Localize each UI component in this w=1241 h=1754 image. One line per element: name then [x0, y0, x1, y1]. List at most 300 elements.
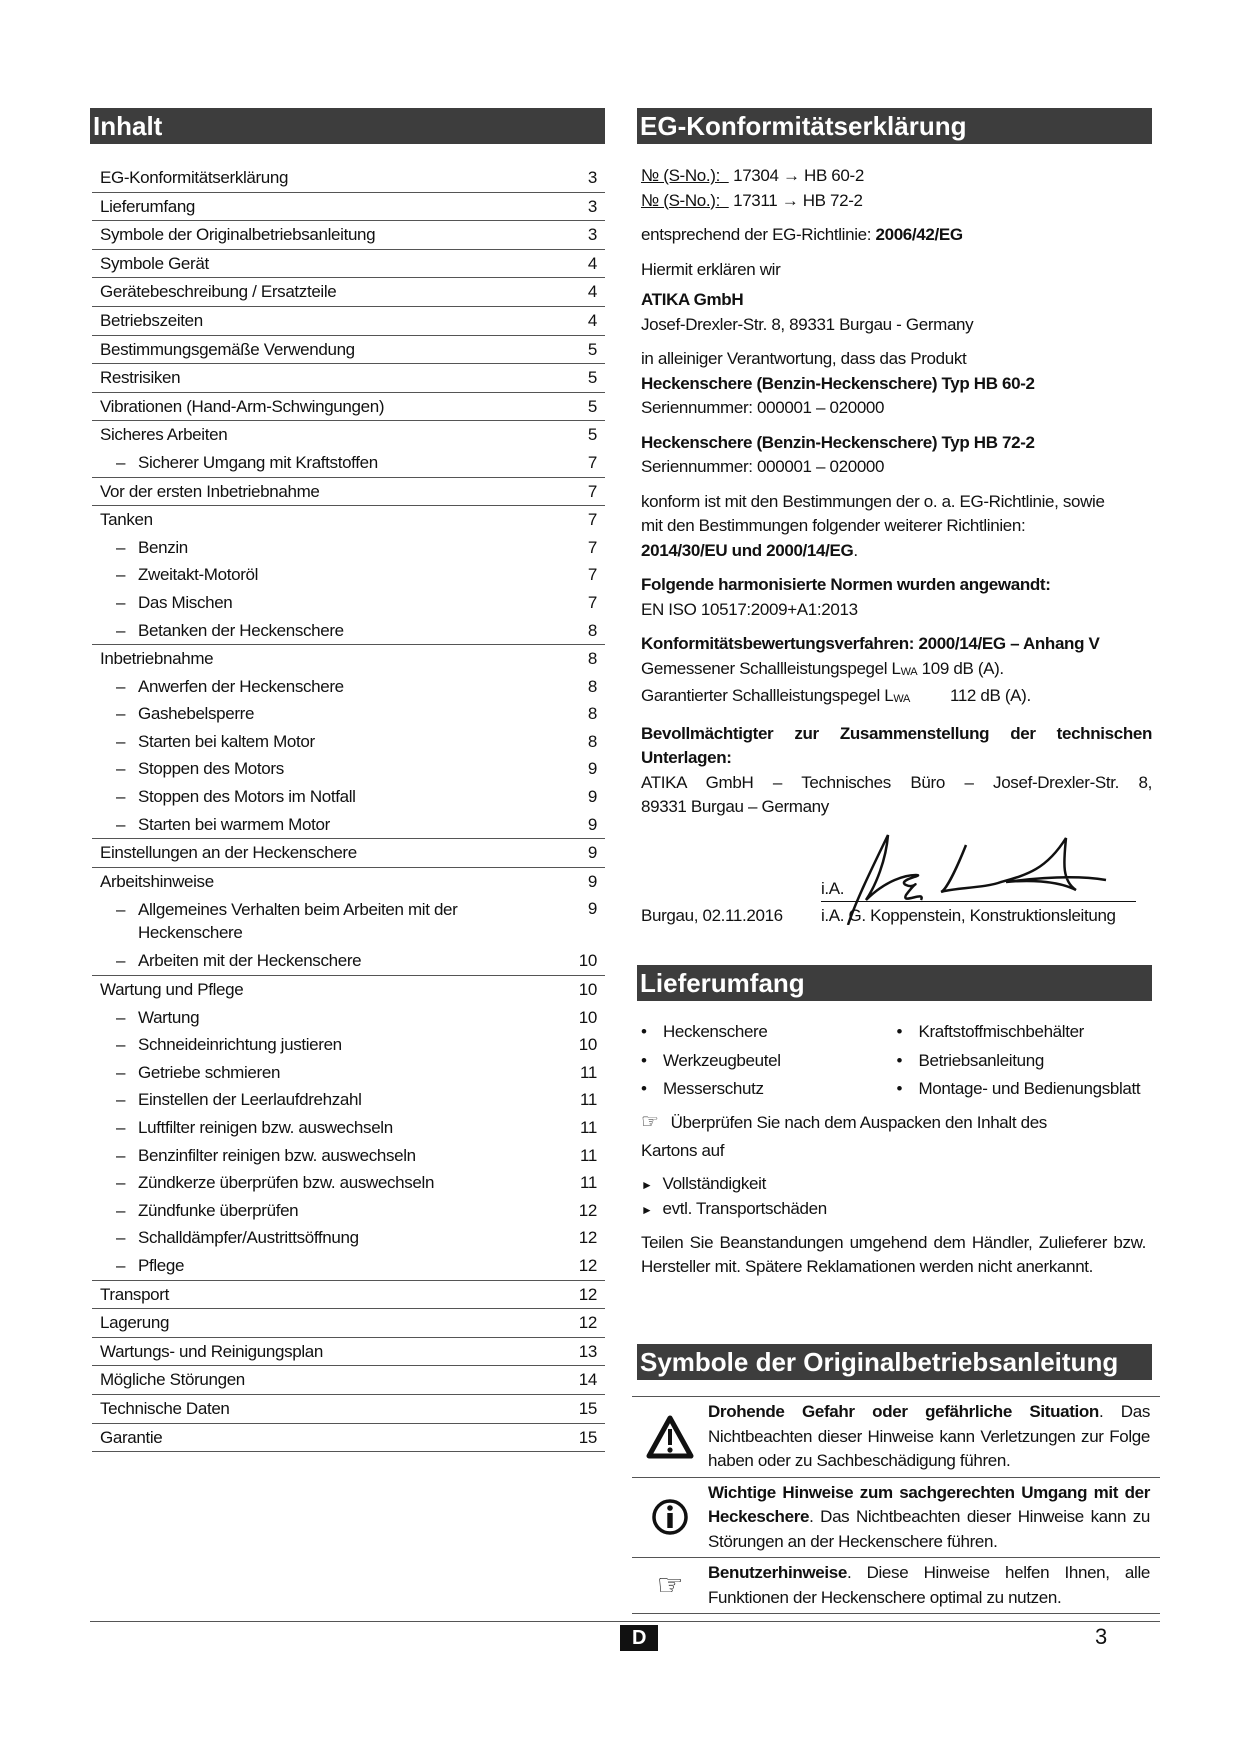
company: ATIKA GmbH [641, 290, 744, 309]
check-item: evtl. Transportschäden [662, 1199, 827, 1218]
toc-entry-title [92, 811, 557, 839]
dash-bullet: – [116, 1145, 126, 1165]
toc-entry-label: Starten bei kaltem Motor [138, 731, 315, 751]
wa: WA [900, 665, 918, 678]
toc-page-number: 8 [587, 676, 597, 696]
toc-entry-title [92, 645, 557, 673]
toc-entry-label: Zündfunke überprüfen [138, 1200, 299, 1220]
toc-entry-title [92, 421, 557, 449]
toc-entry-title [92, 449, 557, 477]
toc-group [92, 645, 605, 839]
symbol-text: . Diese Hinweise helfen Ihnen, alle Funktionen der Heckenschere optimal zu nutzen. [708, 1563, 1150, 1607]
toc-entry-label: Tanken [100, 510, 153, 530]
toc-group [92, 307, 605, 336]
toc-entry[interactable] [92, 1142, 605, 1170]
toc-entry-title [92, 868, 557, 896]
dash-bullet: – [116, 951, 126, 971]
toc-group [92, 393, 605, 422]
complaint-text: Teilen Sie Beanstandungen umgehend dem Händler, Zulieferer bzw. Hersteller mit. Spätere Reklamationen werden nicht anerkannt. [641, 1232, 1146, 1276]
toc-page-number: 7 [587, 510, 597, 530]
toc-entry[interactable] [92, 700, 605, 728]
toc-page-number: 7 [587, 481, 597, 501]
toc-entry-label: Wartung und Pflege [100, 980, 244, 1000]
dash-bullet: – [116, 814, 126, 834]
toc-entry[interactable] [92, 561, 605, 589]
scope-item: Messerschutz [663, 1079, 764, 1098]
dash-bullet: – [116, 592, 126, 612]
pointing-hand-icon: ☞ [656, 1569, 684, 1602]
dash-bullet: – [116, 620, 126, 640]
dash-bullet: – [116, 787, 126, 807]
toc-entry-title [92, 1424, 557, 1452]
product-2: Heckenschere (Benzin-Heckenschere) Typ HB 72-2 [641, 432, 1035, 452]
toc-page-number: 11 [580, 1118, 597, 1137]
toc-page-number: 7 [587, 565, 597, 585]
toc-entry-label: Pflege [138, 1255, 185, 1275]
toc-page-number: 13 [578, 1341, 597, 1361]
toc-entry-title [92, 307, 557, 335]
toc-entry[interactable] [92, 755, 605, 783]
toc-group [92, 1366, 605, 1395]
directive-text: entsprechend der EG-Richtlinie: [641, 225, 872, 244]
footer-rule [90, 1621, 1160, 1622]
place-date: Burgau, 02.11.2016 [641, 906, 783, 925]
toc-entry-label: Sicheres Arbeiten [100, 425, 228, 445]
toc-page-number: 12 [578, 1255, 597, 1275]
toc-entry-title [92, 250, 557, 278]
toc-entry[interactable] [92, 393, 605, 421]
toc-entry-label: Garantie [100, 1427, 163, 1447]
toc-page-number: 14 [578, 1370, 597, 1390]
toc-entry-title [92, 1197, 557, 1225]
toc-entry[interactable] [92, 868, 605, 896]
toc-entry-title [92, 1169, 557, 1197]
dash-bullet: – [116, 1200, 126, 1220]
toc-entry[interactable] [92, 1252, 605, 1280]
toc-group [92, 221, 605, 250]
toc-entry[interactable] [92, 1424, 605, 1452]
toc-page-number: 12 [578, 1284, 597, 1304]
toc-entry[interactable] [92, 589, 605, 617]
serial-line-2 [641, 189, 1152, 214]
toc-group [92, 1424, 605, 1453]
value: 112 dB (A). [949, 686, 1031, 705]
toc-entry-label: Starten bei warmem Motor [138, 814, 330, 834]
toc-entry[interactable] [92, 534, 605, 562]
scope-row: • Heckenschere • Kraftstoffmischbehälter [641, 1018, 1152, 1047]
toc-page-number: 9 [587, 814, 597, 834]
signature-block [641, 830, 1161, 930]
toc-entry[interactable] [92, 278, 605, 306]
arrow-bullet-icon: ► [641, 1203, 653, 1217]
toc-entry[interactable] [92, 839, 605, 867]
toc-entry-label: Bestimmungsgemäße Verwendung [100, 339, 355, 359]
toc-group [92, 1309, 605, 1338]
serial-line-1 [641, 164, 1152, 189]
toc-page-number: 9 [587, 871, 597, 891]
toc-entry[interactable] [92, 421, 605, 449]
toc-group [92, 164, 605, 193]
toc-entry[interactable] [92, 1004, 605, 1032]
toc-entry-label: Mögliche Störungen [100, 1370, 245, 1390]
toc-entry-title [92, 700, 557, 728]
symbol-row [632, 1397, 1160, 1478]
dash-bullet: – [116, 676, 126, 696]
conform-text: mit den Bestimmungen folgender weiterer Richtlinien: [641, 516, 1026, 535]
toc-entry-label: EG-Konformitätserklärung [100, 168, 289, 187]
toc-entry-title [92, 336, 557, 364]
toc-page-number: 15 [578, 1427, 597, 1447]
sno-value: 17311 → HB 72-2 [733, 190, 863, 210]
toc-group [92, 336, 605, 365]
value: 109 dB (A). [921, 658, 1004, 678]
serial-range-1: Seriennummer: 000001 – 020000 [641, 398, 885, 417]
table-of-contents [92, 164, 605, 1452]
toc-entry[interactable] [92, 617, 605, 645]
toc-page-number: 12 [578, 1200, 597, 1220]
toc-entry-label: Restrisiken [100, 368, 181, 388]
toc-entry-title [92, 783, 557, 811]
toc-entry-label: Schneideinrichtung justieren [138, 1035, 342, 1055]
toc-page-number: 5 [587, 425, 597, 445]
toc-entry[interactable] [92, 336, 605, 364]
toc-entry[interactable] [92, 1059, 605, 1087]
declare-text: Hiermit erklären wir [641, 259, 781, 279]
toc-entry-label: Luftfilter reinigen bzw. auswechseln [138, 1118, 393, 1137]
toc-entry[interactable] [92, 164, 605, 192]
toc-entry[interactable] [92, 307, 605, 335]
toc-entry[interactable] [92, 976, 605, 1004]
scope-section [641, 1018, 1152, 1280]
sno-label: № (S-No.): [641, 190, 720, 210]
dash-bullet: – [116, 452, 126, 472]
toc-entry[interactable] [92, 449, 605, 477]
scope-row: • Werkzeugbeutel • Betriebsanleitung [641, 1047, 1152, 1076]
toc-page-number: 12 [578, 1313, 597, 1333]
toc-entry-title [92, 164, 557, 192]
directive-line [641, 223, 1152, 248]
toc-entry[interactable] [92, 895, 605, 947]
toc-entry[interactable] [92, 1114, 605, 1142]
toc-page-number: 11 [580, 1090, 597, 1110]
symbols-header: Symbole der Originalbetriebsanleitung [637, 1344, 1152, 1380]
toc-entry-label: Benzin [138, 537, 188, 557]
toc-page-number: 5 [587, 396, 597, 416]
toc-entry[interactable] [92, 645, 605, 673]
toc-entry-label: Gashebelsperre [138, 704, 255, 724]
toc-entry-title [92, 534, 557, 562]
toc-entry-label: Benzinfilter reinigen bzw. auswechseln [138, 1145, 416, 1165]
toc-entry-title [92, 393, 557, 421]
toc-page-number: 10 [578, 1007, 597, 1027]
toc-entry-title [92, 947, 557, 975]
toc-entry[interactable] [92, 1338, 605, 1366]
toc-header: Inhalt [90, 108, 605, 144]
toc-entry-title [92, 755, 557, 783]
toc-entry[interactable] [92, 1224, 605, 1252]
toc-page-number: 15 [578, 1398, 597, 1418]
toc-entry-title [92, 1031, 557, 1059]
toc-entry[interactable] [92, 1395, 605, 1423]
ce-header: EG-Konformitätserklärung [637, 108, 1152, 144]
dash-bullet: – [116, 537, 126, 557]
toc-entry-title [92, 1059, 557, 1087]
toc-entry-label: Wartung [138, 1007, 200, 1027]
label: Gemessener Schallleistungspegel L [641, 658, 901, 678]
toc-page-number: 3 [587, 168, 597, 187]
auth-title: Unterlagen: [641, 748, 732, 767]
toc-page-number: 11 [580, 1173, 597, 1193]
toc-entry-title [92, 895, 557, 947]
address: Josef-Drexler-Str. 8, 89331 Burgau - Germany [641, 314, 974, 334]
label: Garantierter Schallleistungspegel L [641, 686, 894, 705]
toc-page-number: 4 [587, 282, 597, 302]
toc-entry-label: Arbeiten mit der Heckenschere [138, 951, 362, 971]
toc-page-number: 8 [587, 704, 597, 724]
page-number: 3 [1095, 1624, 1107, 1649]
ce-declaration: № (S-No.): 17304 → HB 60-2 № (S-No.): 17311 → HB 72-2 entsprechend der EG-Richtlinie: 2006/42/EG Hiermit erklären wir ATIKA GmbH Josef-Drexler-Str. 8, 89331 Burgau - Germany in alleiniger Verantwortung, dass das Produkt Heckenschere (Benzin-Heckenschere) Typ HB 60-2 Seriennummer: 000001 – 020000 Heckenschere (Benzin-Heckenschere) Typ HB 72-2 Seriennummer: 000001 – 020000 konform ist mit den Bestimmungen der o. a. EG-Richtlinie, sowie mit den Bestimmungen folgender weiterer Richtlinien: 2014/30/EU und 2000/14/EG. Folgende harmonisierte Normen wurden angewandt: EN ISO 10517:2009+A1:2013 Konformitätsbewertungsverfahren: 2000/14/EG – Anhang V Gemessener Schallleistungspegel $L_{WA}$ 109 dB (A). Garantierter Schallleistungspegel $L_{WA}$ 112 dB (A). Bevollmächtigter zur Zusammenstellung der technischen Unterlagen: ATIKA GmbH – Technisches Büro – Josef-Drexler-Str. 8, 89331 Burgau – Germany [641, 164, 1152, 820]
toc-entry-label: Schalldämpfer/Austrittsöffnung [138, 1228, 359, 1248]
signer: i.A. G. Koppenstein, Konstruktionsleitung [821, 906, 1116, 925]
toc-page-number: 10 [578, 951, 597, 971]
toc-entry[interactable] [92, 1086, 605, 1114]
scope-row: • Messerschutz • Montage- und Bedienungsblatt [641, 1075, 1152, 1104]
symbol-row [632, 1478, 1160, 1559]
toc-entry-label: Wartungs- und Reinigungsplan [100, 1341, 323, 1361]
toc-entry[interactable] [92, 250, 605, 278]
dash-bullet: – [116, 565, 126, 585]
toc-entry-title [92, 1224, 557, 1252]
toc-entry-title [92, 1252, 557, 1280]
toc-page-number: 4 [587, 253, 597, 273]
toc-entry-title [92, 278, 557, 306]
auth-address: ATIKA GmbH – Technisches Büro – Josef-Drexler-Str. 8, [641, 772, 1152, 792]
toc-entry-label: Getriebe schmieren [138, 1062, 281, 1082]
toc-entry-title [92, 1114, 557, 1142]
toc-entry-label: Zweitakt-Motoröl [138, 565, 259, 585]
norms-title: Folgende harmonisierte Normen wurden angewandt: [641, 575, 1051, 594]
toc-entry-label: Einstellen der Leerlaufdrehzahl [138, 1090, 362, 1110]
dash-bullet: – [116, 1062, 126, 1082]
scope-item: Werkzeugbeutel [663, 1050, 781, 1070]
dash-bullet: – [116, 1035, 126, 1055]
toc-entry-label: Stoppen des Motors [138, 759, 284, 779]
toc-group [92, 193, 605, 222]
toc-group [92, 478, 605, 507]
toc-page-number: 8 [587, 620, 597, 640]
toc-page-number: 7 [587, 452, 597, 472]
pointing-hand-icon: ☞ [641, 1110, 659, 1133]
check-text: Überprüfen Sie nach dem Auspacken den Inhalt des [670, 1112, 1047, 1132]
info-icon [632, 1481, 708, 1555]
symbol-title: Drohende Gefahr oder gefährliche Situation [708, 1402, 1099, 1421]
dash-bullet: – [116, 1007, 126, 1027]
toc-entry[interactable] [92, 1281, 605, 1309]
toc-entry-label: Vor der ersten Inbetriebnahme [100, 481, 320, 501]
toc-entry-label: Allgemeines Verhalten beim Arbeiten mit der Heckenschere [138, 900, 458, 943]
toc-entry[interactable] [92, 1169, 605, 1197]
guaranteed-level [641, 684, 1152, 712]
toc-page-number: 7 [587, 537, 597, 557]
toc-entry-title [92, 221, 557, 249]
dash-bullet: – [116, 1228, 126, 1248]
dash-bullet: – [116, 704, 126, 724]
serial-range-2: Seriennummer: 000001 – 020000 [641, 457, 885, 476]
toc-group [92, 839, 605, 868]
toc-entry-label: Betriebszeiten [100, 310, 203, 330]
toc-entry-title [92, 1395, 557, 1423]
symbol-title: Wichtige Hinweise zum sachgerechten Umgang mit der Heckeschere [708, 1482, 1150, 1526]
scope-header: Lieferumfang [637, 965, 1152, 1001]
dash-bullet: – [116, 759, 126, 779]
toc-group [92, 250, 605, 279]
toc-page-number: 5 [587, 368, 597, 388]
toc-entry-label: Arbeitshinweise [100, 871, 214, 891]
toc-entry[interactable] [92, 364, 605, 392]
toc-entry[interactable] [92, 506, 605, 534]
toc-page-number: 11 [580, 1062, 597, 1082]
toc-entry[interactable] [92, 193, 605, 221]
toc-group [92, 1338, 605, 1367]
toc-group [92, 421, 605, 477]
scope-item: Betriebsanleitung [918, 1050, 1044, 1070]
toc-entry-title [92, 1142, 557, 1170]
scope-item: Kraftstoffmischbehälter [918, 1022, 1084, 1041]
symbol-text: . Das Nichtbeachten dieser Hinweise kann zu Störungen an der Heckenschere führen. [708, 1507, 1150, 1551]
toc-entry-label: Zündkerze überprüfen bzw. auswechseln [138, 1173, 435, 1193]
toc-page-number: 9 [587, 843, 597, 863]
toc-group [92, 364, 605, 393]
toc-page-number: 10 [578, 1035, 597, 1055]
dash-bullet: – [116, 1173, 126, 1193]
toc-entry-label: Stoppen des Motors im Notfall [138, 787, 356, 807]
directive: 2006/42/EG [875, 225, 963, 244]
toc-entry[interactable] [92, 1366, 605, 1394]
toc-entry-title [92, 1338, 557, 1366]
toc-entry-label: Lagerung [100, 1313, 170, 1333]
norms: EN ISO 10517:2009+A1:2013 [641, 599, 858, 619]
dash-bullet: – [116, 1090, 126, 1110]
toc-entry-label: Betanken der Heckenschere [138, 620, 344, 640]
toc-entry-title [92, 1281, 557, 1309]
dash-bullet: – [116, 900, 126, 920]
conform-text: konform ist mit den Bestimmungen der o. a. EG-Richtlinie, sowie [641, 491, 1105, 511]
toc-entry[interactable] [92, 947, 605, 975]
wa: WA [893, 693, 910, 705]
toc-entry-title [92, 617, 557, 645]
toc-entry[interactable] [92, 1309, 605, 1337]
symbol-title: Benutzerhinweise [708, 1563, 847, 1582]
check-item: Vollständigkeit [662, 1173, 766, 1193]
toc-page-number: 5 [587, 339, 597, 359]
dash-bullet: – [116, 1118, 126, 1137]
toc-entry-label: Das Mischen [138, 592, 233, 612]
toc-entry-label: Symbole der Originalbetriebsanleitung [100, 225, 376, 245]
toc-page-number: 8 [587, 731, 597, 751]
toc-page-number: 3 [587, 225, 597, 245]
sig-ia: i.A. [821, 879, 845, 898]
toc-entry-title [92, 193, 557, 221]
toc-entry-title [92, 1086, 557, 1114]
toc-entry[interactable] [92, 728, 605, 756]
responsibility: in alleiniger Verantwortung, dass das Produkt [641, 349, 967, 368]
toc-entry[interactable] [92, 221, 605, 249]
warning-icon [632, 1400, 708, 1474]
symbols-table [632, 1396, 1160, 1614]
toc-page-number: 7 [587, 592, 597, 612]
toc-entry-label: Technische Daten [100, 1398, 230, 1418]
toc-entry[interactable] [92, 783, 605, 811]
toc-entry-title [92, 728, 557, 756]
toc-entry-label: Einstellungen an der Heckenschere [100, 843, 357, 863]
directives: 2014/30/EU und 2000/14/EG [641, 540, 854, 560]
auth-title: Bevollmächtigter zur Zusammenstellung der technischen [641, 723, 1152, 743]
toc-page-number: 9 [587, 787, 597, 807]
toc-page-number: 8 [587, 649, 597, 669]
toc-entry-title [92, 506, 557, 534]
toc-entry-label: Anwerfen der Heckenschere [138, 676, 344, 696]
toc-page-number: 9 [587, 759, 597, 779]
toc-entry-label: Inbetriebnahme [100, 649, 214, 669]
procedure: Konformitätsbewertungsverfahren: 2000/14/EG – Anhang V [641, 634, 1100, 653]
toc-entry[interactable] [92, 478, 605, 506]
check-text: Kartons auf [641, 1141, 725, 1160]
toc-group [92, 506, 605, 645]
toc-entry-title [92, 589, 557, 617]
arrow-bullet-icon: ► [641, 1177, 653, 1192]
toc-entry-label: Sicherer Umgang mit Kraftstoffen [138, 452, 378, 472]
toc-group [92, 1281, 605, 1310]
toc-group [92, 976, 605, 1281]
toc-group [92, 868, 605, 976]
toc-entry-title [92, 1309, 557, 1337]
toc-entry-label: Gerätebeschreibung / Ersatzteile [100, 282, 337, 302]
toc-page-number: 3 [587, 196, 597, 216]
toc-entry-title [92, 976, 557, 1004]
language-badge: D [620, 1625, 658, 1651]
symbol-row [632, 1558, 1160, 1614]
toc-entry-title [92, 1366, 557, 1394]
toc-entry-label: Vibrationen (Hand-Arm-Schwingungen) [100, 396, 385, 416]
toc-page-number: 9 [587, 899, 597, 919]
toc-entry[interactable] [92, 811, 605, 839]
toc-page-number: 4 [587, 310, 597, 330]
toc-entry-title [92, 839, 557, 867]
toc-entry-label: Transport [100, 1284, 169, 1304]
toc-group [92, 278, 605, 307]
toc-entry-label: Symbole Gerät [100, 253, 209, 273]
toc-entry[interactable] [92, 673, 605, 701]
dash-bullet: – [116, 731, 126, 751]
symbol-text: . Das Nichtbeachten dieser Hinweise kann Verletzungen zur Folge haben oder zu Sachbeschädigung führen. [708, 1402, 1150, 1470]
toc-page-number: 11 [580, 1145, 597, 1165]
toc-page-number: 12 [578, 1228, 597, 1248]
toc-group [92, 1395, 605, 1424]
dash-bullet: – [116, 1255, 126, 1275]
toc-entry[interactable] [92, 1031, 605, 1059]
sno-value: 17304 → HB 60-2 [733, 166, 864, 185]
toc-page-number: 10 [578, 980, 597, 1000]
toc-entry-title [92, 561, 557, 589]
auth-address: 89331 Burgau – Germany [641, 797, 829, 816]
toc-entry[interactable] [92, 1197, 605, 1225]
toc-entry-label: Lieferumfang [100, 196, 196, 216]
product-1: Heckenschere (Benzin-Heckenschere) Typ HB 60-2 [641, 373, 1035, 393]
scope-item: Heckenschere [663, 1022, 768, 1041]
sno-label: № (S-No.): [641, 166, 720, 185]
scope-item: Montage- und Bedienungsblatt [918, 1079, 1141, 1098]
toc-entry-title [92, 673, 557, 701]
